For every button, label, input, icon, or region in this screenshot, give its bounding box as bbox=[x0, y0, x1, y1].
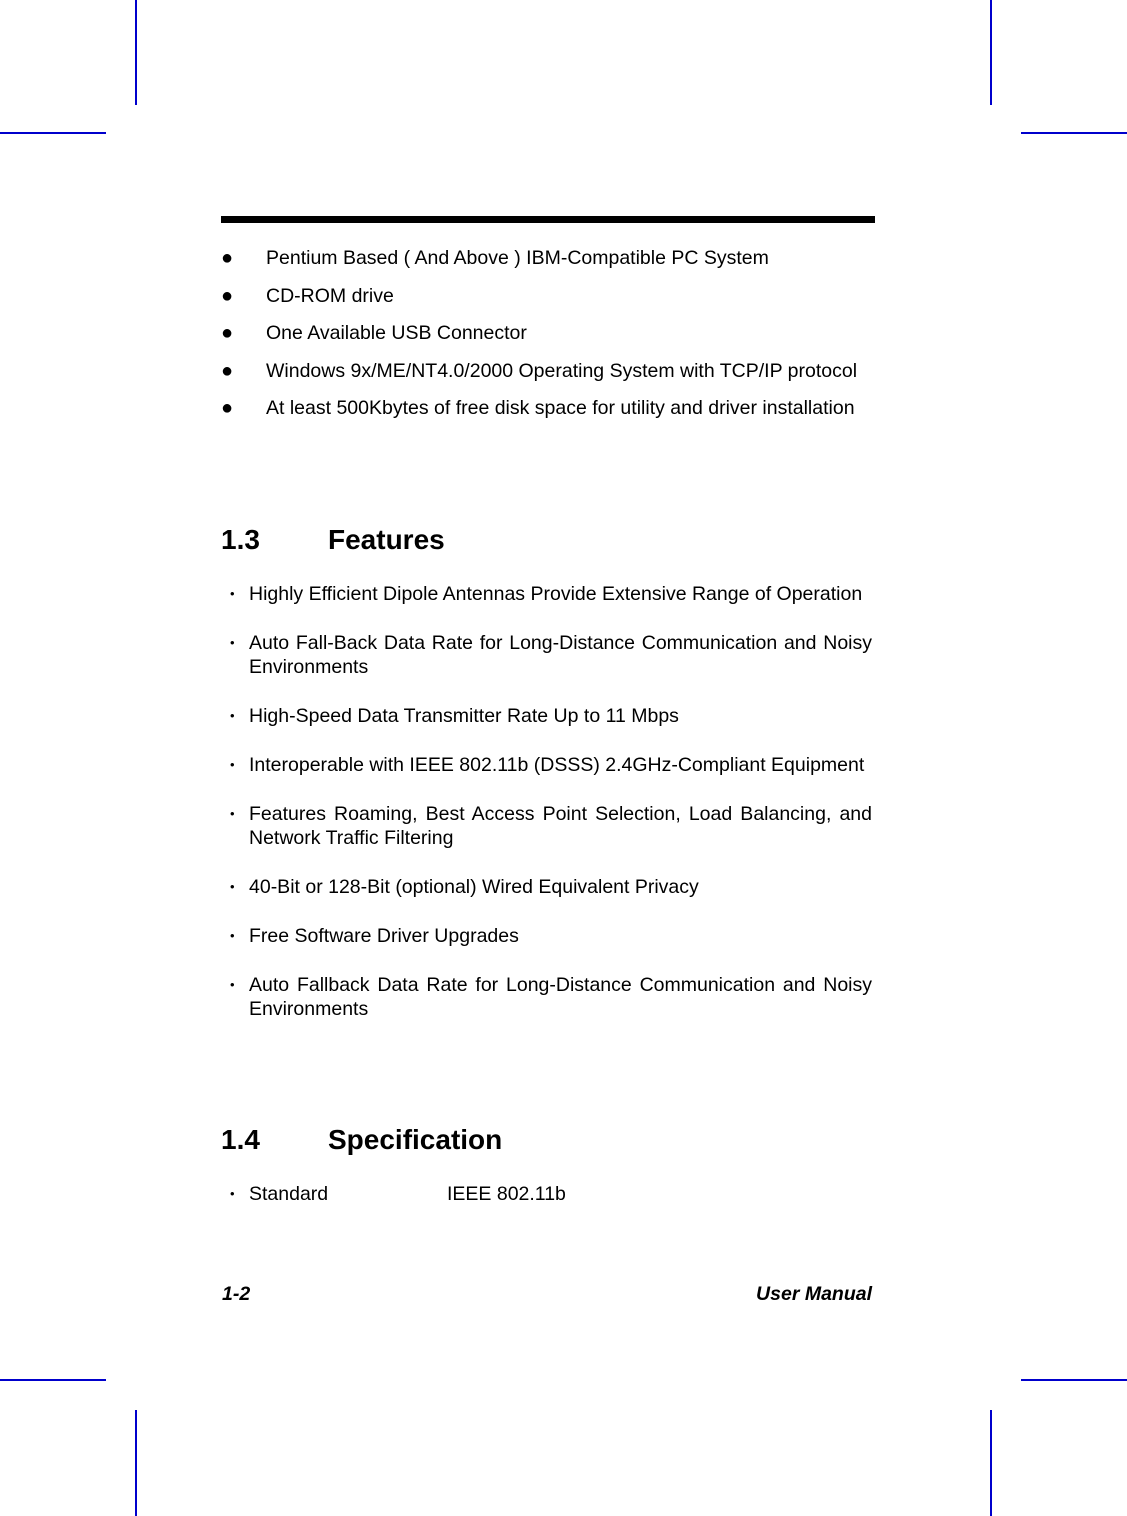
section-heading-features: 1.3 Features bbox=[221, 524, 445, 555]
bullet-icon: ● bbox=[221, 359, 234, 382]
bullet-icon: • bbox=[230, 586, 235, 601]
list-item: • Features Roaming, Best Access Point Selection, Load Balancing, and Network Traffic Filtering bbox=[230, 803, 872, 849]
bullet-icon: ● bbox=[221, 322, 234, 344]
list-item: ● Windows 9x/ME/NT4.0/2000 Operating System with TCP/IP protocol bbox=[221, 359, 858, 382]
header-rule bbox=[221, 216, 875, 223]
section-heading-specification: 1.4 Specification bbox=[221, 1124, 503, 1155]
crop-mark bbox=[0, 132, 106, 134]
spec-value: IEEE 802.11b bbox=[447, 1183, 566, 1205]
list-item: ● CD-ROM drive bbox=[221, 284, 394, 307]
bullet-icon: • bbox=[230, 977, 235, 992]
crop-mark bbox=[135, 1410, 137, 1516]
bullet-icon: • bbox=[230, 708, 235, 723]
list-item: ● Pentium Based ( And Above ) IBM-Compatible PC System bbox=[221, 247, 769, 269]
spec-key: Standard bbox=[249, 1183, 329, 1205]
footer-title: User Manual bbox=[756, 1283, 872, 1305]
list-item: ● One Available USB Connector bbox=[221, 322, 527, 344]
crop-mark bbox=[0, 1379, 106, 1381]
crop-mark bbox=[135, 0, 137, 105]
bullet-icon: • bbox=[230, 757, 235, 772]
bullet-icon: • bbox=[230, 1186, 235, 1201]
bullet-icon: ● bbox=[221, 247, 234, 269]
crop-mark bbox=[990, 0, 992, 105]
crop-mark bbox=[1021, 1379, 1127, 1381]
requirements-list bbox=[221, 246, 872, 434]
page-number: 1-2 bbox=[222, 1283, 251, 1305]
list-item: • Auto Fallback Data Rate for Long-Distance Communication and Noisy Environments bbox=[230, 974, 872, 1020]
list-item: • Interoperable with IEEE 802.11b (DSSS) 2.4GHz-Compliant Equipment bbox=[230, 754, 865, 776]
list-item: ● At least 500Kbytes of free disk space for utility and driver installation bbox=[221, 397, 855, 419]
list-item: • 40-Bit or 128-Bit (optional) Wired Equivalent Privacy bbox=[230, 876, 699, 898]
crop-mark bbox=[1021, 132, 1127, 134]
bullet-icon: • bbox=[230, 879, 235, 894]
bullet-icon: ● bbox=[221, 284, 234, 307]
list-item: • Free Software Driver Upgrades bbox=[230, 925, 519, 947]
list-item: • High-Speed Data Transmitter Rate Up to 11 Mbps bbox=[230, 705, 679, 727]
list-item: • Auto Fall-Back Data Rate for Long-Distance Communication and Noisy Environments bbox=[230, 632, 872, 678]
features-list bbox=[221, 582, 872, 1046]
bullet-icon: • bbox=[230, 635, 235, 650]
bullet-icon: • bbox=[230, 806, 235, 821]
crop-mark bbox=[990, 1410, 992, 1516]
bullet-icon: ● bbox=[221, 397, 234, 419]
bullet-icon: • bbox=[230, 928, 235, 943]
list-item: • Highly Efficient Dipole Antennas Provide Extensive Range of Operation bbox=[230, 583, 863, 605]
